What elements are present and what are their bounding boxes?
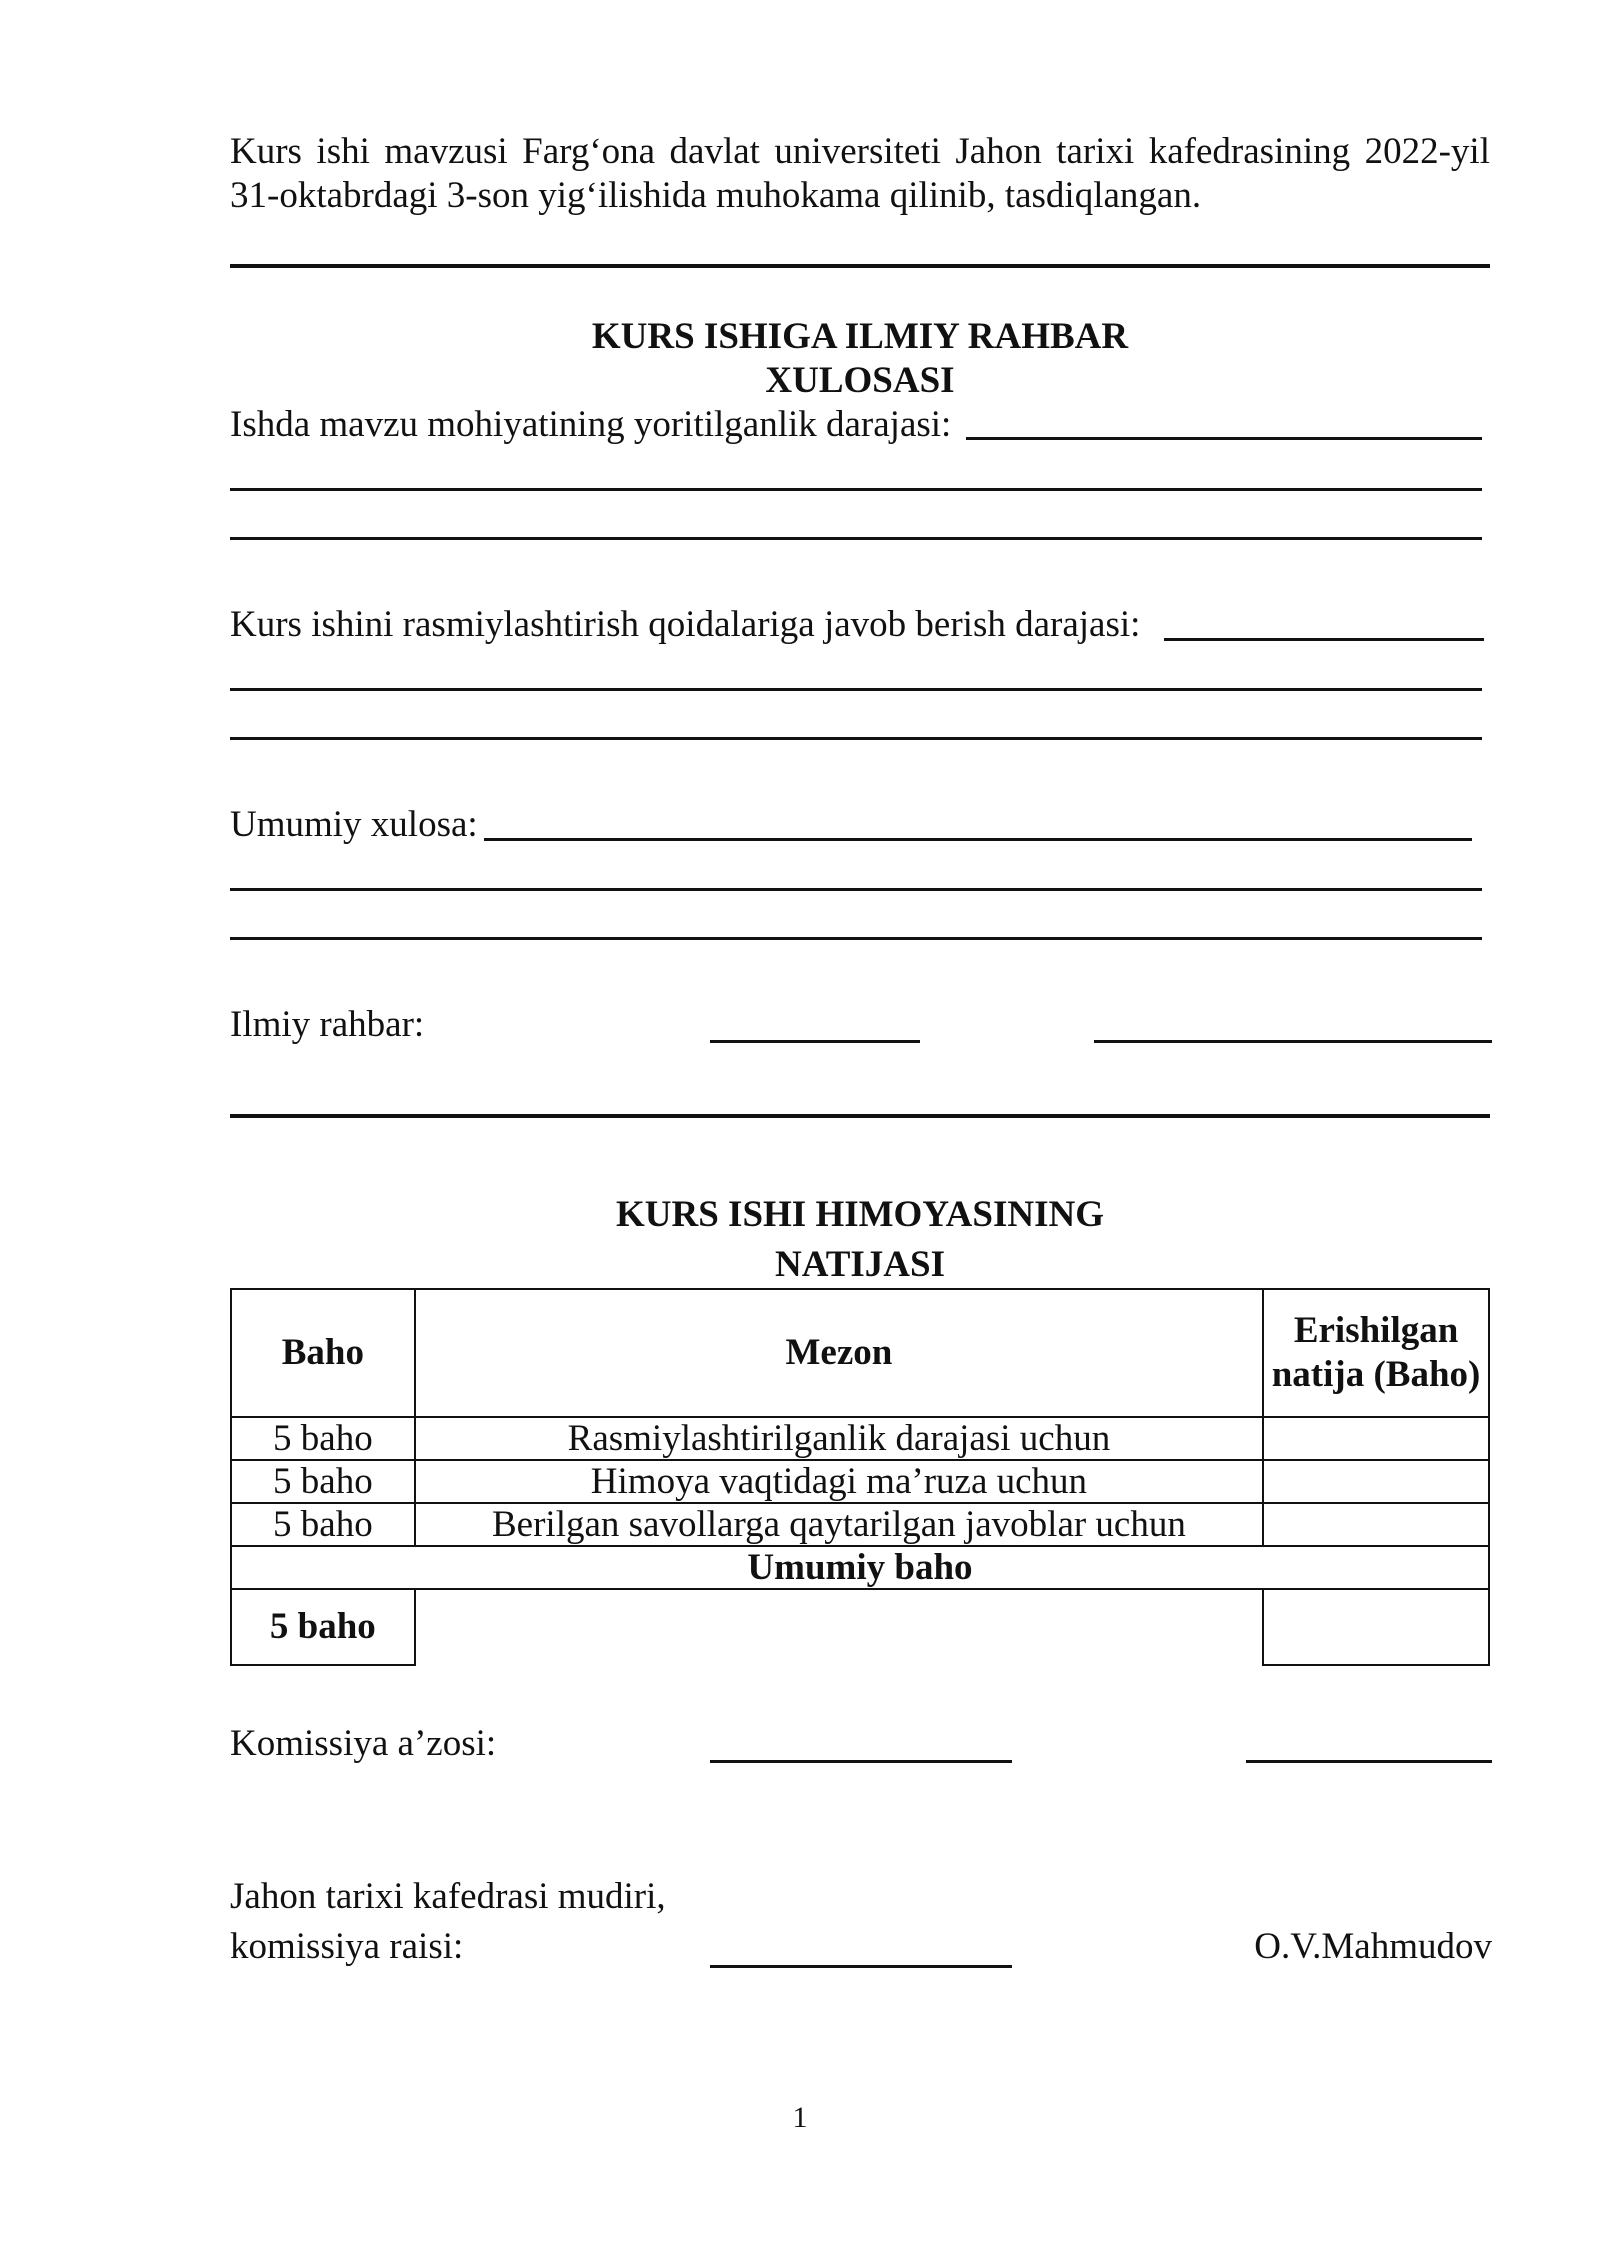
section-divider-top (230, 264, 1490, 268)
page-number: 1 (792, 2101, 808, 2134)
formatting-level-field[interactable] (1164, 638, 1484, 641)
formatting-level-label: Kurs ishini rasmiylashtirish qoidalariga javob berish darajasi: (230, 604, 1141, 645)
commission-chair-label: komissiya raisi: (230, 1926, 464, 1967)
total-row (231, 1589, 1489, 1665)
header-result: Erishilgan natija (Baho) (1263, 1289, 1489, 1417)
supervisor-title-line2: XULOSASI (765, 360, 955, 401)
total-blank-cell (415, 1589, 1263, 1665)
row-criterion: Rasmiylashtirilganlik darajasi uchun (415, 1417, 1263, 1460)
summary-label: Umumiy baho (231, 1546, 1489, 1589)
commission-chair-name: O.V.Mahmudov (1254, 1926, 1492, 1967)
general-conclusion-field-line3[interactable] (230, 937, 1482, 940)
row-grade: 5 baho (231, 1417, 415, 1460)
total-result-cell[interactable] (1263, 1589, 1489, 1665)
summary-row (231, 1546, 1489, 1589)
defense-results-table (230, 1288, 1490, 1666)
row-result-cell[interactable] (1263, 1417, 1489, 1460)
coverage-level-label: Ishda mavzu mohiyatining yoritilganlik darajasi: (230, 404, 952, 445)
formatting-level-field-line3[interactable] (230, 737, 1482, 740)
commission-member-signature-field[interactable] (710, 1760, 1012, 1763)
defense-title-line2: NATIJASI (775, 1244, 945, 1285)
coverage-level-field-line3[interactable] (230, 537, 1482, 540)
row-grade: 5 baho (231, 1460, 415, 1503)
table-row (231, 1503, 1489, 1546)
row-grade: 5 baho (231, 1503, 415, 1546)
table-row (231, 1460, 1489, 1503)
header-grade: Baho (231, 1289, 415, 1417)
commission-member-label: Komissiya a’zosi: (230, 1723, 497, 1764)
row-criterion: Berilgan savollarga qaytarilgan javoblar uchun (415, 1503, 1263, 1546)
row-result-cell[interactable] (1263, 1460, 1489, 1503)
supervisor-title-line1: KURS ISHIGA ILMIY RAHBAR (591, 316, 1129, 357)
intro-paragraph: Kurs ishi mavzusi Farg‘ona davlat universiteti Jahon tarixi kafedrasining 2022-yil 31-oktabrdagi 3-son yig‘ilishida muhokama qilinib, tasdiqlangan. (230, 131, 1490, 216)
header-criterion: Mezon (415, 1289, 1263, 1417)
general-conclusion-field[interactable] (484, 838, 1472, 841)
coverage-level-field-line2[interactable] (230, 488, 1482, 491)
formatting-level-field-line2[interactable] (230, 688, 1482, 691)
supervisor-signature-field[interactable] (710, 1040, 920, 1043)
supervisor-signature-label: Ilmiy rahbar: (230, 1004, 425, 1045)
row-result-cell[interactable] (1263, 1503, 1489, 1546)
defense-title-line1: KURS ISHI HIMOYASINING (616, 1194, 1104, 1235)
table-header-row (231, 1289, 1489, 1417)
row-criterion: Himoya vaqtidagi ma’ruza uchun (415, 1460, 1263, 1503)
supervisor-name-field[interactable] (1094, 1040, 1492, 1043)
commission-member-name-field[interactable] (1246, 1760, 1492, 1763)
total-grade: 5 baho (231, 1589, 415, 1665)
department-head-label: Jahon tarixi kafedrasi mudiri, (230, 1876, 666, 1917)
section-divider-middle (230, 1114, 1490, 1118)
table-row (231, 1417, 1489, 1460)
coverage-level-field[interactable] (966, 437, 1482, 440)
commission-chair-signature-field[interactable] (710, 1965, 1012, 1968)
general-conclusion-label: Umumiy xulosa: (230, 804, 478, 845)
general-conclusion-field-line2[interactable] (230, 888, 1482, 891)
